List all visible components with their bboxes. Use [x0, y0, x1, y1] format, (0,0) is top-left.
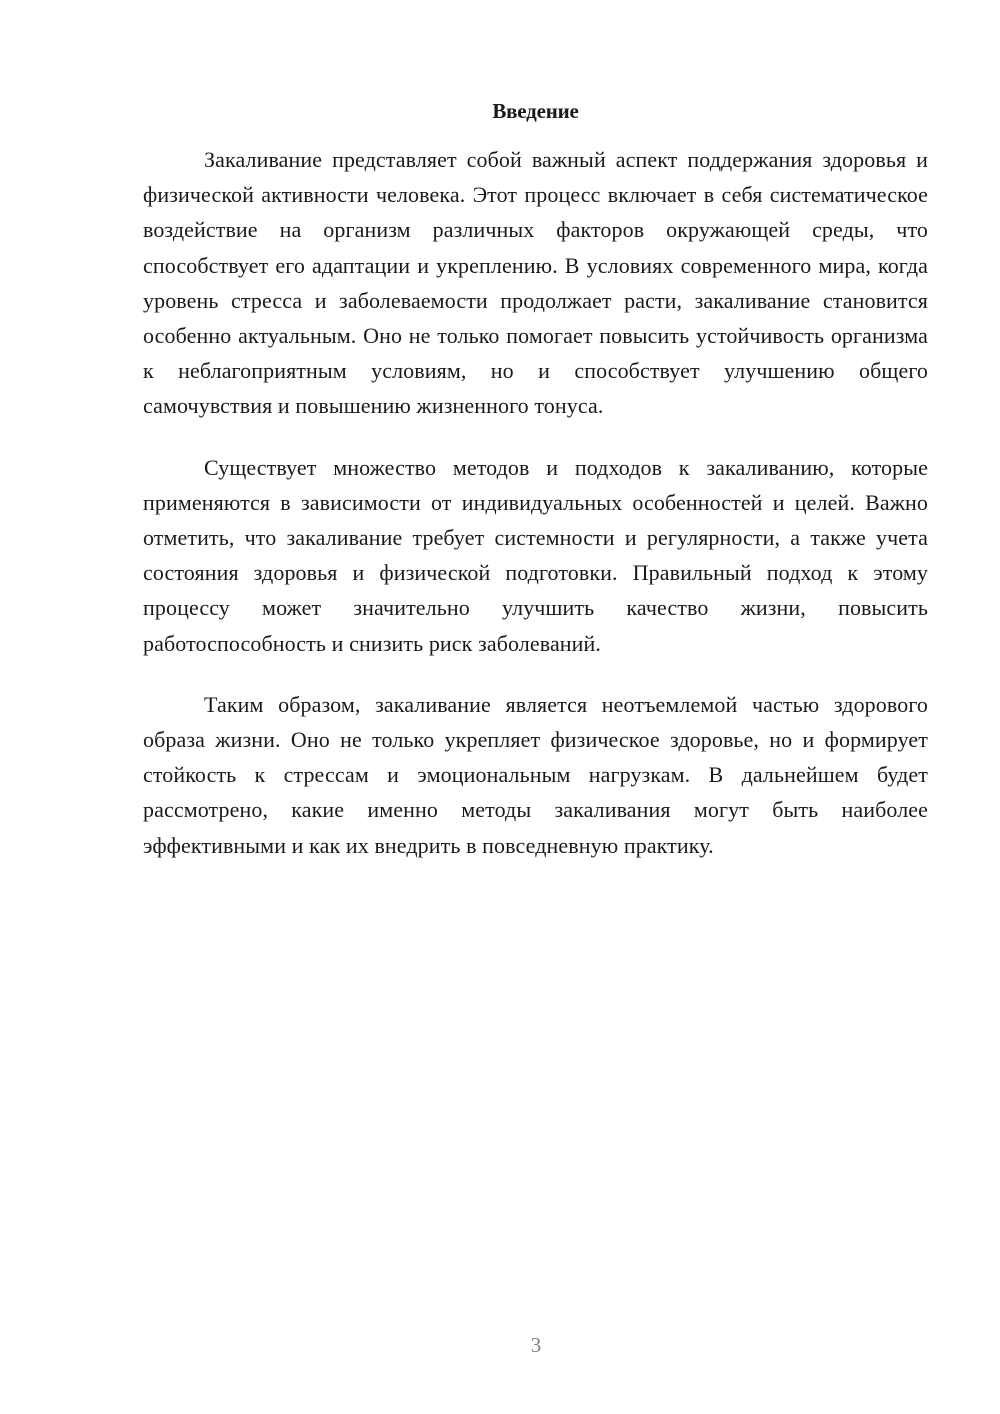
paragraph-3: Таким образом, закаливание является неотъемлемой частью здорового образа жизни. Оно не только укрепляет физическое здоровье, но и формирует стойкость к стрессам и эмоциональным нагрузкам. В дальнейшем будет рассмотрено, какие именно методы закаливания могут быть наиболее эффективными и как их внедрить в повседневную практику.	[143, 691, 928, 858]
paragraph-1: Закаливание представляет собой важный аспект поддержания здоровья и физической активности человека. Этот процесс включает в себя систематическое воздействие на организм различных факторов окружающей среды, что способствует его адаптации и укреплению. В условиях современного мира, когда уровень стресса и заболеваемости продолжает расти, закаливание становится особенно актуальным. Оно не только помогает повысить устойчивость организма к неблагоприятным условиям, но и способствует улучшению общего самочувствия и повышению жизненного тонуса.	[143, 147, 928, 419]
page-content	[143, 96, 928, 889]
paragraph-2: Существует множество методов и подходов к закаливанию, которые применяются в зависимости от индивидуальных особенностей и целей. Важно отметить, что закаливание требует системности и регулярности, а также учета состояния здоровья и физической подготовки. Правильный подход к этому процессу может значительно улучшить качество жизни, повысить работоспособность и снизить риск заболеваний.	[143, 454, 928, 656]
section-title: Введение	[492, 99, 579, 123]
page-number: 3	[530, 1333, 542, 1357]
